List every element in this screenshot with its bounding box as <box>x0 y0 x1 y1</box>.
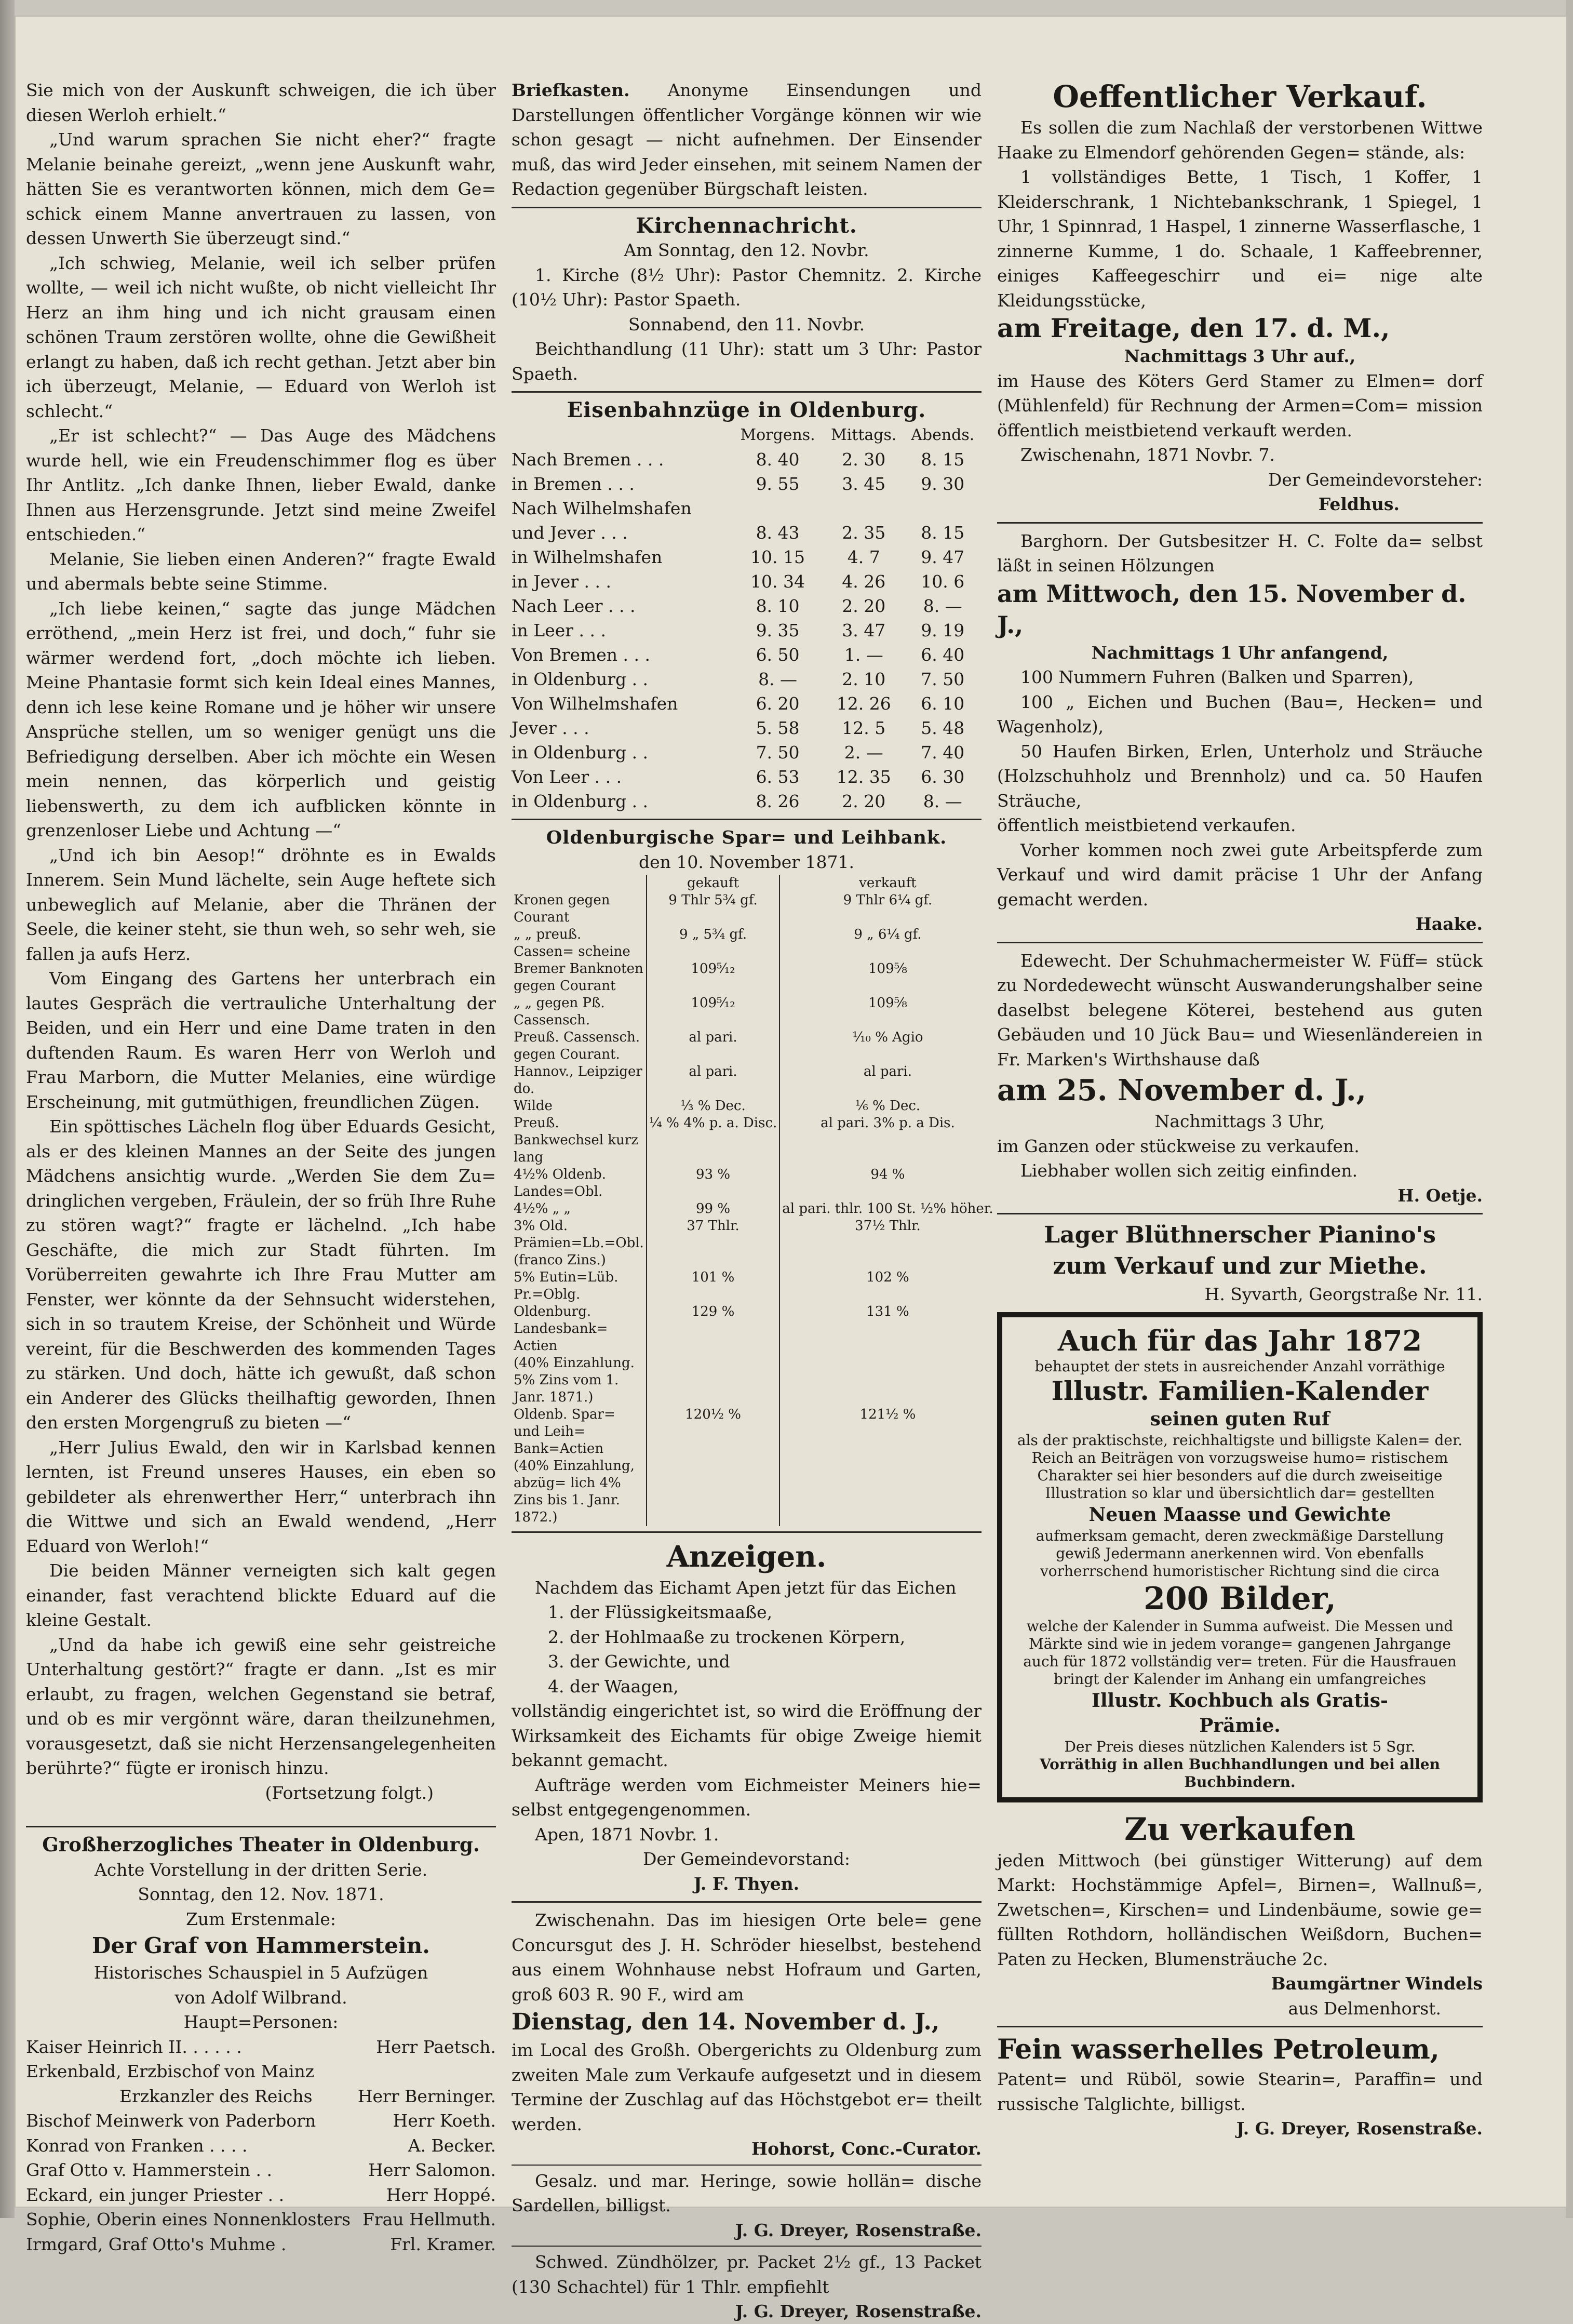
train-time: 9. 35 <box>756 620 800 640</box>
barghorn-text: Barghorn. Der Gutsbesitzer H. C. Folte da= selbst läßt in seinen Hölzungen <box>997 530 1483 576</box>
verkauf-time: Nachmittags 3 Uhr auf., <box>1124 346 1356 366</box>
theater-title: Großherzogliches Theater in Oldenburg. <box>42 1833 480 1856</box>
story-paragraph: „Und warum sprachen Sie nicht eher?“ fragte Melanie beinahe gereizt, „wenn jene Auskunft wahr, hätten Sie es verantworten können, mich dem Ge= schick einem Manne anvertrauen zu lassen, von dessen Unwerth Sie überzeugt sind.“ <box>26 129 496 248</box>
cast-row <box>26 2084 496 2109</box>
exchange-sold: 109⁵⁄₈ <box>779 960 995 995</box>
theater-line: Achte Vorstellung in der dritten Serie. <box>94 1859 428 1880</box>
piano-signature: H. Syvarth, Georgstraße Nr. 11. <box>1204 1284 1483 1304</box>
column-1 <box>26 78 496 2256</box>
cast-role: Eckard, ein junger Priester . . <box>26 2184 285 2205</box>
exchange-table-row <box>512 1029 996 1063</box>
train-time: 8. 10 <box>756 595 800 616</box>
train-route: Von Wilhelmshafen <box>512 693 678 714</box>
train-table-row <box>512 765 982 789</box>
train-time: 8. — <box>758 669 798 689</box>
train-table-row <box>512 545 982 569</box>
exchange-item: 5% Eutin=Lüb. Pr.=Oblg. <box>514 1269 619 1302</box>
train-table-row <box>512 789 982 813</box>
verkauf-place: Zwischenahn, 1871 Novbr. 7. <box>1020 445 1275 465</box>
cast-row <box>26 2183 496 2208</box>
kalender-headline: Auch für das Jahr 1872 <box>1057 1324 1422 1357</box>
train-time: 3. 47 <box>842 620 886 640</box>
exchange-sold: al pari. 3% p. a Dis. <box>779 1115 995 1166</box>
exchange-table-row <box>512 995 996 1029</box>
verkauf-signature: Der Gemeindevorsteher: <box>1268 469 1483 490</box>
exchange-table-row <box>512 926 996 960</box>
exchange-item: „ „ gegen Pß. Cassensch. <box>514 995 605 1028</box>
train-route: Nach Leer . . . <box>512 595 636 616</box>
train-time <box>904 496 982 520</box>
cast-row <box>26 2158 496 2183</box>
train-time: 8. — <box>923 791 962 811</box>
exchange-item: (40% Einzahlung, abzüg= lich 4% Zins bis 1. Janr. 1872.) <box>514 1458 635 1525</box>
cast-actor: Frl. Kramer. <box>390 2234 496 2254</box>
anzeigen-title: Anzeigen. <box>666 1539 827 1574</box>
exchange-bought: ¹⁄₄ % 4% p. a. Disc. <box>647 1115 779 1166</box>
zundholz-text: Schwed. Zündhölzer, pr. Packet 2½ gf., 13 Packet (130 Schachtel) für 1 Thlr. empfiehlt <box>512 2252 982 2297</box>
train-time: 10. 15 <box>750 546 805 567</box>
train-route: in Jever . . . <box>512 571 611 592</box>
barghorn-time: Nachmittags 1 Uhr anfangend, <box>1091 642 1389 663</box>
eichamt-intro: Nachdem das Eichamt Apen jetzt für das Eichen <box>535 1577 957 1598</box>
story-paragraph: „Und da habe ich gewiß eine sehr geistreiche Unterhaltung gestört?“ fragte er dann. „Ist es mir erlaubt, zu fragen, welchen Gegenstand sie betraf, und ob es mir vergönnt wäre, daran theilzunehmen, vorausgesetzt, daß sie nicht Herzensangelegenheiten berührte?“ fügte er ironisch hinzu. <box>26 1634 496 1778</box>
exchange-sold: 37½ Thlr. <box>779 1218 995 1269</box>
bank-date: den 10. November 1871. <box>639 852 854 872</box>
kalender-feature: Neuen Maasse und Gewichte <box>1088 1503 1391 1526</box>
story-paragraph: „Ich schwieg, Melanie, weil ich selber prüfen wollte, — weil ich nicht wußte, ob nicht vielleicht Ihr Herz an ihm hing und ich nicht grausam einen schönen Traum zerstören wollte, ohne die Gewißheit erlangt zu haben, daß ich recht gethan. Jetzt aber bin ich überzeugt, Melanie, — Eduard von Werloh ist schlecht.“ <box>26 252 496 421</box>
zu-verkaufen-title: Zu verkaufen <box>1124 1811 1355 1848</box>
train-time: 12. 35 <box>836 766 891 787</box>
exchange-sold: 9 Thlr 6¼ gf. <box>779 892 995 926</box>
train-route: Von Leer . . . <box>512 766 622 787</box>
bank-title: Oldenburgische Spar= und Leihbank. <box>546 826 947 848</box>
train-table-row <box>512 447 982 472</box>
exchange-table-row <box>512 1166 996 1200</box>
train-table-row <box>512 740 982 765</box>
zu-verkaufen-signature: aus Delmenhorst. <box>1288 1998 1441 2019</box>
train-route <box>512 423 732 447</box>
verkauf-signature: Feldhus. <box>1318 494 1400 514</box>
concurs-text: Zwischenahn. Das im hiesigen Orte bele= gene Concursgut des J. H. Schröder hieselbst, bestehend aus einem Wohnhause nebst Hofraum und Garten, groß 603 R. 90 F., wird am <box>512 1910 982 2005</box>
train-route: in Oldenburg . . <box>512 669 649 689</box>
eichamt-item: 4. der Waagen, <box>548 1676 679 1697</box>
barghorn-item: 50 Haufen Birken, Erlen, Unterholz und Sträuche (Holzschuhholz und Brennholz) und ca. 50 Haufen Sträuche, <box>997 741 1483 811</box>
divider <box>997 1213 1483 1214</box>
train-time: 8. 43 <box>756 522 800 543</box>
exchange-sold <box>779 1458 995 1526</box>
exchange-table-row <box>512 1218 996 1269</box>
train-time: 7. 50 <box>756 742 800 763</box>
kalender-text: als der praktischste, reichhaltigste und billigste Kalen= der. Reich an Beiträgen von vorzugsweise humo= ristischem Charakter sei hier besonders auf die durch zweiseitige Illustration so klar und übersichtlich dar= gestellten <box>1017 1431 1463 1502</box>
story-paragraph: „Er ist schlecht?“ — Das Auge des Mädchens wurde hell, wie ein Freudenschimmer flog es über Ihr Antlitz. „Ich danke Ihnen, lieber Ewald, danke Ihnen aus Herzensgrunde. Jetzt sind meine Zweifel entschieden.“ <box>26 425 496 544</box>
cast-role: Erzkanzler des Reichs <box>119 2086 313 2106</box>
exchange-item: „ „ preuß. Cassen= scheine <box>514 926 630 959</box>
train-time: Morgens. <box>740 425 815 444</box>
column-2 <box>512 78 993 2324</box>
barghorn-text: Vorher kommen noch zwei gute Arbeitspferde zum Verkauf und wird damit präcise 1 Uhr der Anfang gemacht werden. <box>997 839 1483 910</box>
exchange-table-header <box>512 875 996 892</box>
divider <box>997 2026 1483 2027</box>
exchange-item: Preuß. Bankwechsel kurz lang <box>514 1115 638 1165</box>
theater-line: Zum Erstenmale: <box>186 1908 336 1929</box>
edewecht-text: Edewecht. Der Schuhmachermeister W. Füff= stück zu Nordedewecht wünscht Auswanderungshalber seine daselbst belegene Köterei, bestehend aus guten Gebäuden und 10 Jück Bau= und Wiesenländereien in Fr. Marken's Wirthshause daß <box>997 950 1483 1070</box>
kalender-price: Der Preis dieses nützlichen Kalenders ist 5 Sgr. <box>1064 1738 1416 1755</box>
cast-actor: Frau Hellmuth. <box>362 2209 496 2229</box>
cast-role: Graf Otto v. Hammerstein . . <box>26 2160 272 2180</box>
train-time: 7. 50 <box>921 669 965 689</box>
cast-row <box>26 2207 496 2232</box>
story-paragraph: Ein spöttisches Lächeln flog über Eduards Gesicht, als er des kleinen Mannes an der Seite des jungen Mädchens ansichtig wurde. „Werden Sie dem Zu= dringlichen vergeben, Fräulein, der so früh Ihre Ruhe zu stören wagt?“ fragte er lächelnd. „Ich habe Geschäfte, die mich zur Stadt führten. Im Vorüberreiten gewahrte ich Ihre Frau Mutter am Fenster, wer könnte da der Sehnsucht widerstehen, sich in so trautem Kreise, der Schönheit und Würde vereint, für die Beschwerden des kommenden Tages zu stärken. Und doch, hätte ich gewußt, daß schon ein Anderer des Glücks theilhaftig geworden, Ihnen den ersten Morgengruß zu bieten —“ <box>26 1116 496 1433</box>
cast-role: Bischof Meinwerk von Paderborn <box>26 2111 316 2131</box>
exchange-table-row <box>512 1406 996 1458</box>
exchange-sold: 121½ % <box>779 1406 995 1458</box>
bahn-title: Eisenbahnzüge in Oldenburg. <box>567 398 926 422</box>
cast-row <box>26 2035 496 2060</box>
exchange-bought <box>647 1458 779 1526</box>
exchange-table-row <box>512 960 996 995</box>
cast-row <box>26 2059 496 2084</box>
divider <box>512 391 982 393</box>
train-time: Abends. <box>911 425 975 444</box>
train-table-row <box>512 618 982 643</box>
train-route: und Jever . . . <box>512 522 628 543</box>
train-table-row <box>512 472 982 496</box>
cast-role: Irmgard, Graf Otto's Muhme . <box>26 2234 287 2254</box>
train-table <box>512 423 982 813</box>
exchange-item: Oldenburg. Landesbank= Actien <box>514 1303 608 1354</box>
train-time: 8. 26 <box>756 791 800 811</box>
kirche-line: Sonnabend, den 11. Novbr. <box>628 314 865 335</box>
petroleum-signature: J. G. Dreyer, Rosenstraße. <box>1236 2118 1483 2139</box>
train-table-row <box>512 643 982 667</box>
piano-title: Lager Blüthnerscher Pianino's <box>1044 1222 1436 1248</box>
exchange-table-row <box>512 1115 996 1166</box>
piano-title: zum Verkauf und zur Miethe. <box>1053 1253 1427 1279</box>
edewecht-date: am 25. November d. J., <box>997 1073 1366 1107</box>
kirche-title: Kirchennachricht. <box>636 213 857 238</box>
theater-line: Haupt=Personen: <box>183 2012 339 2032</box>
verkauf-text: im Hause des Köters Gerd Stamer zu Elmen= dorf (Mühlenfeld) für Rechnung der Armen=Com= mission öffentlich meistbietend verkauft werden. <box>997 370 1483 440</box>
edewecht-text: Liebhaber wollen sich zeitig einfinden. <box>1020 1160 1358 1181</box>
zundholz-signature: J. G. Dreyer, Rosenstraße. <box>735 2301 982 2321</box>
divider <box>997 522 1483 524</box>
story-paragraph: Melanie, Sie lieben einen Anderen?“ fragte Ewald und abermals bebte seine Stimme. <box>26 549 496 594</box>
train-time: Mittags. <box>830 425 897 444</box>
exchange-item: Kronen gegen Courant <box>514 892 610 925</box>
verkauf-title: Oeffentlicher Verkauf. <box>1053 79 1427 114</box>
exchange-bought: 9 „ 5¾ gf. <box>647 926 779 960</box>
story-paragraph: „Und ich bin Aesop!“ dröhnte es in Ewalds Innerem. Sein Mund lächelte, sein Auge heftete sich unbeweglich auf Melanie, aber die Thränen der Seele, die keiner steht, sie thun weh, so sehr weh, sie fallen ja aufs Herz. <box>26 845 496 964</box>
kalender-text: behauptet der stets in ausreichender Anzahl vorräthige <box>1034 1357 1445 1375</box>
exchange-table-row <box>512 1303 996 1355</box>
train-time: 2. 35 <box>842 522 886 543</box>
kalender-text: welche der Kalender in Summa aufweist. Die Messen und Märkte sind wie in jedem vorange= gangenen Jahrgange auch für 1872 vollständig ver= treten. Für die Hausfrauen bringt der Kalender im Anhang ein umfangreiches <box>1023 1617 1457 1688</box>
concurs-text: im Local des Großh. Obergerichts zu Oldenburg zum zweiten Male zum Verkaufe aufgesetzt und in diesem Termine der Zuschlag auf das Höchstgebot er= theilt werden. <box>512 2040 982 2134</box>
exchange-sold: 131 % <box>779 1303 995 1355</box>
barghorn-item: 100 „ Eichen und Buchen (Bau=, Hecken= und Wagenholz), <box>997 691 1483 737</box>
cast-role: Erkenbald, Erzbischof von Mainz <box>26 2061 315 2081</box>
cast-actor: Herr Hoppé. <box>386 2184 496 2205</box>
edewecht-signature: H. Oetje. <box>1397 1185 1483 1206</box>
train-time: 6. 40 <box>921 644 965 665</box>
story-paragraph: Die beiden Männer verneigten sich kalt gegen einander, fast verachtend blickte Eduard auf die kleine Gestalt. <box>26 1560 496 1630</box>
continuation-note: (Fortsetzung folgt.) <box>265 1782 434 1803</box>
exchange-item: Hannov., Leipziger do. <box>514 1063 642 1097</box>
train-route: Nach Bremen . . . <box>512 449 664 470</box>
exchange-item: Bremer Banknoten gegen Courant <box>514 960 643 994</box>
cast-row <box>26 2108 496 2133</box>
train-route: in Oldenburg . . <box>512 742 649 763</box>
train-time: 8. — <box>923 595 962 616</box>
train-time: 2. — <box>844 742 883 763</box>
exchange-bought: 109⁵⁄₁₂ <box>647 960 779 995</box>
kalender-feature: 200 Bilder, <box>1144 1580 1336 1617</box>
zu-verkaufen-signature: Baumgärtner Windels <box>1271 1973 1483 1994</box>
eichamt-item: 1. der Flüssigkeitsmaaße, <box>548 1602 773 1622</box>
exchange-table <box>512 875 996 1526</box>
verkauf-text: Es sollen die zum Nachlaß der verstorbenen Wittwe Haake zu Elmendorf gehörenden Gegen= stände, als: <box>997 117 1483 163</box>
exchange-sold: ¹⁄₆ % Dec. <box>779 1098 995 1115</box>
theater-line: von Adolf Wilbrand. <box>174 1987 347 2008</box>
exchange-item <box>512 875 647 892</box>
exchange-table-row <box>512 1458 996 1526</box>
exchange-table-row <box>512 1200 996 1218</box>
barghorn-item: 100 Nummern Fuhren (Balken und Sparren), <box>1020 667 1414 687</box>
exchange-table-row <box>512 1098 996 1115</box>
train-time: 9. 19 <box>921 620 965 640</box>
story-paragraph: Sie mich von der Auskunft schweigen, die ich über diesen Werloh erhielt.“ <box>26 80 496 125</box>
cast-actor: A. Becker. <box>408 2135 496 2156</box>
cast-role: Kaiser Heinrich II. . . . . . <box>26 2036 242 2057</box>
column-3 <box>997 78 1483 2141</box>
exchange-bought <box>647 1355 779 1406</box>
eichamt-signature: Der Gemeindevorstand: <box>642 1849 851 1869</box>
exchange-bought: ¹⁄₃ % Dec. <box>647 1098 779 1115</box>
barghorn-date: am Mittwoch, den 15. November d. J., <box>997 579 1467 639</box>
train-table-row <box>512 496 982 520</box>
divider <box>26 1826 496 1827</box>
train-time: 12. 5 <box>842 717 886 738</box>
kalender-text: aufmerksam gemacht, deren zweckmäßige Darstellung gewiß Jedermann anerkennen wird. Von ebenfalls vorherrschend humoristischer Richtung sind die circa <box>1036 1527 1444 1580</box>
train-time: 5. 48 <box>921 717 965 738</box>
train-time: 6. 50 <box>756 644 800 665</box>
play-title: Der Graf von Hammerstein. <box>92 1933 430 1958</box>
verkauf-date: am Freitage, den 17. d. M., <box>997 313 1390 343</box>
train-table-row <box>512 520 982 545</box>
train-time: 6. 20 <box>756 693 800 714</box>
kirche-line: Beichthandlung (11 Uhr): statt um 3 Uhr: Pastor Spaeth. <box>512 339 982 384</box>
exchange-sold <box>779 1355 995 1406</box>
exchange-bought: 37 Thlr. <box>647 1218 779 1269</box>
concurs-date: Dienstag, den 14. November d. J., <box>512 2009 940 2035</box>
train-time: 6. 10 <box>921 693 965 714</box>
story-paragraph: „Ich liebe keinen,“ sagte das junge Mädchen erröthend, „mein Herz ist frei, und doch,“ fuhr sie wärmer werdend fort, „doch möchte ich lieben. Meine Phantasie formt sich kein Ideal eines Mannes, denn ich lese keine Romane und je höher wir unsere Ansprüche stellen, um so weniger genügt uns die Befriedigung derselben. Aber ich möchte ein Wesen mein nennen, das körperlich und geistig liebenswerth, zu dem ich aufblicken könnte in grenzenloser Liebe und Achtung —“ <box>26 598 496 840</box>
train-time: 2. 20 <box>842 791 886 811</box>
train-table-row <box>512 716 982 740</box>
kalender-availability: Vorräthig in allen Buchhandlungen und bei allen Buchbindern. <box>1040 1755 1440 1791</box>
exchange-sold: al pari. <box>779 1063 995 1098</box>
exchange-table-row <box>512 1269 996 1303</box>
kirche-line: Am Sonntag, den 12. Novbr. <box>624 240 869 260</box>
train-time: 2. 20 <box>842 595 886 616</box>
eichamt-text: Aufträge werden vom Eichmeister Meiners hie= selbst entgegengenommen. <box>512 1774 982 1820</box>
exchange-bought: 101 % <box>647 1269 779 1303</box>
train-route: Jever . . . <box>512 717 589 738</box>
story-paragraph: Vom Eingang des Gartens her unterbrach ein lautes Gespräch die vertrauliche Unterhaltung der Beiden, und ein Herr und eine Dame traten in den duftenden Raum. Es waren Herr von Werloh und Frau Marborn, die Mutter Melanies, eine würdige Erscheinung, mit gutmüthigen, freundlichen Zügen. <box>26 968 496 1112</box>
train-time: 1. — <box>844 644 883 665</box>
train-time: 8. 40 <box>756 449 800 470</box>
train-table-header <box>512 423 982 447</box>
exchange-item: Wilde <box>514 1098 553 1114</box>
divider <box>512 207 982 208</box>
exchange-bought: 120½ % <box>647 1406 779 1458</box>
kalender-feature: Illustr. Kochbuch als Gratis- <box>1092 1689 1388 1712</box>
petroleum-title: Fein wasserhelles Petroleum, <box>997 2034 1440 2065</box>
train-table-row <box>512 691 982 716</box>
kalender-ad <box>997 1312 1483 1802</box>
train-time: 8. 15 <box>921 449 965 470</box>
exchange-bought: 9 Thlr 5¾ gf. <box>647 892 779 926</box>
exchange-sold: verkauft <box>779 875 995 892</box>
eichamt-item: 2. der Hohlmaaße zu trockenen Körpern, <box>548 1626 906 1647</box>
train-route: in Oldenburg . . <box>512 791 649 811</box>
train-time: 3. 45 <box>842 473 886 494</box>
exchange-bought: 93 % <box>647 1166 779 1200</box>
exchange-item: Preuß. Cassensch. gegen Courant. <box>514 1029 640 1062</box>
barghorn-signature: Haake. <box>1415 914 1483 934</box>
exchange-bought: al pari. <box>647 1029 779 1063</box>
train-time: 10. 34 <box>750 571 805 592</box>
exchange-bought: 109⁵⁄₁₂ <box>647 995 779 1029</box>
eichamt-text: vollständig eingerichtet ist, so wird die Eröffnung der Wirksamkeit des Eichamts für obige Zweige hiemit bekannt gemacht. <box>512 1701 982 1770</box>
train-time <box>732 496 824 520</box>
exchange-sold: ¹⁄₁₀ % Agio <box>779 1029 995 1063</box>
theater-notice <box>26 1833 496 2256</box>
exchange-item: 3% Old. Prämien=Lb.=Obl. (franco Zins.) <box>514 1218 644 1268</box>
exchange-sold: 102 % <box>779 1269 995 1303</box>
scan-left-edge <box>0 0 15 2218</box>
barghorn-text: öffentlich meistbietend verkaufen. <box>997 815 1296 835</box>
kalender-title: Illustr. Familien-Kalender <box>1051 1375 1429 1406</box>
cast-actor: Herr Koeth. <box>393 2111 496 2131</box>
theater-date: Sonntag, den 12. Nov. 1871. <box>138 1884 384 1904</box>
exchange-bought: 99 % <box>647 1200 779 1218</box>
zu-verkaufen-text: jeden Mittwoch (bei günstiger Witterung) auf dem Markt: Hochstämmige Apfel=, Birnen=, Wallnuß=, Zwetschen=, Kirschen= und Lindenbäume, sowie ge= füllten Rothdorn, holländischen Weißdorn, Buchen= Paten zu Hecken, Blumensträuche 2c. <box>997 1850 1483 1969</box>
eichamt-signature: J. F. Thyen. <box>693 1873 800 1894</box>
cast-row <box>26 2232 496 2257</box>
train-time: 12. 26 <box>836 693 891 714</box>
train-time: 4. 7 <box>847 546 880 567</box>
exchange-item: 4½% „ „ <box>514 1200 571 1217</box>
cast-actor: Herr Paetsch. <box>376 2036 496 2057</box>
cast-row <box>26 2133 496 2158</box>
theater-line: Historisches Schauspiel in 5 Aufzügen <box>93 1962 428 1983</box>
train-time: 9. 55 <box>756 473 800 494</box>
train-time: 2. 30 <box>842 449 886 470</box>
edewecht-time: Nachmittags 3 Uhr, <box>1154 1111 1325 1131</box>
briefkasten <box>512 78 982 202</box>
divider <box>997 942 1483 943</box>
cast-actor: Herr Salomon. <box>368 2160 496 2180</box>
kalender-subtitle: seinen guten Ruf <box>1150 1408 1330 1430</box>
briefkasten-title: Briefkasten. <box>512 80 630 100</box>
train-time: 7. 40 <box>921 742 965 763</box>
train-time: 4. 26 <box>842 571 886 592</box>
exchange-bought: 129 % <box>647 1303 779 1355</box>
exchange-bought: al pari. <box>647 1063 779 1098</box>
train-time: 2. 10 <box>842 669 886 689</box>
eichamt-place: Apen, 1871 Novbr. 1. <box>535 1824 719 1845</box>
exchange-sold: 9 „ 6¼ gf. <box>779 926 995 960</box>
train-time: 9. 47 <box>921 546 965 567</box>
kalender-feature: Prämie. <box>1199 1714 1281 1737</box>
train-route: in Wilhelmshafen <box>512 546 663 567</box>
divider <box>512 2246 982 2247</box>
train-table-row <box>512 594 982 618</box>
edewecht-text: im Ganzen oder stückweise zu verkaufen. <box>997 1136 1360 1156</box>
train-time: 9. 30 <box>921 473 965 494</box>
petroleum-text: Patent= und Rüböl, sowie Stearin=, Paraffin= und russische Talglichte, billigst. <box>997 2069 1483 2114</box>
eichamt-item: 3. der Gewichte, und <box>548 1651 730 1672</box>
exchange-table-row <box>512 1355 996 1406</box>
train-time: 10. 6 <box>921 571 965 592</box>
exchange-item: (40% Einzahlung. 5% Zins vom 1. Janr. 1871.) <box>514 1355 635 1405</box>
exchange-bought: gekauft <box>647 875 779 892</box>
cast-role: Sophie, Oberin eines Nonnenklosters <box>26 2209 351 2229</box>
kirche-line: 1. Kirche (8½ Uhr): Pastor Chemnitz. 2. Kirche (10½ Uhr): Pastor Spaeth. <box>512 264 982 310</box>
heringe-signature: J. G. Dreyer, Rosenstraße. <box>735 2220 982 2240</box>
briefkasten-text: Anonyme Einsendungen und Darstellungen öffentlicher Vorgänge können wir wie schon gesagt — nicht aufnehmen. Der Einsender muß, das wird Jeder einsehen, mit seinem Namen der Redaction gegenüber Bürgschaft leisten. <box>512 80 982 199</box>
cast-actor: Herr Berninger. <box>357 2086 496 2106</box>
exchange-table-row <box>512 1063 996 1098</box>
divider <box>512 819 982 820</box>
exchange-table-row <box>512 892 996 926</box>
train-time: 6. 53 <box>756 766 800 787</box>
train-time <box>824 496 904 520</box>
heringe-text: Gesalz. und mar. Heringe, sowie hollän= dische Sardellen, billigst. <box>512 2170 982 2215</box>
train-route: Von Bremen . . . <box>512 644 650 665</box>
divider <box>512 2165 982 2166</box>
exchange-item: Oldenb. Spar= und Leih= Bank=Actien <box>514 1406 615 1457</box>
exchange-sold: 94 % <box>779 1166 995 1200</box>
train-route: in Leer . . . <box>512 620 606 640</box>
divider <box>512 1531 982 1533</box>
divider <box>512 1901 982 1903</box>
train-time: 8. 15 <box>921 522 965 543</box>
exchange-sold: 109⁵⁄₈ <box>779 995 995 1029</box>
train-route: Nach Wilhelmshafen <box>512 498 692 518</box>
train-time: 5. 58 <box>756 717 800 738</box>
exchange-sold: al pari. thlr. 100 St. ½% höher. <box>779 1200 995 1218</box>
concurs-signature: Hohorst, Conc.-Curator. <box>751 2139 982 2159</box>
exchange-item: 4½% Oldenb. Landes=Obl. <box>514 1166 607 1199</box>
verkauf-items: 1 vollständiges Bette, 1 Tisch, 1 Koffer, 1 Kleiderschrank, 1 Nichtebankschrank, 1 Spiegel, 1 Uhr, 1 Spinnrad, 1 Haspel, 1 zinnerne Wasserflasche, 1 zinnerne Kumme, 1 do. Schaale, 1 Kaffeebrenner, einiges Kaffeegeschirr und ei= nige alte Kleidungsstücke, <box>997 167 1483 311</box>
train-table-row <box>512 569 982 594</box>
cast-role: Konrad von Franken . . . . <box>26 2135 248 2156</box>
train-time: 6. 30 <box>921 766 965 787</box>
train-table-row <box>512 667 982 691</box>
story-paragraph: „Herr Julius Ewald, den wir in Karlsbad kennen lernten, ist Freund unseres Hauses, ein eben so gebildeter als ehrenwerther Herr,“ unterbrach ihn die Wittwe und sich an Ewald wendend, „Herr Eduard von Werloh!“ <box>26 1437 496 1556</box>
train-route: in Bremen . . . <box>512 473 635 494</box>
